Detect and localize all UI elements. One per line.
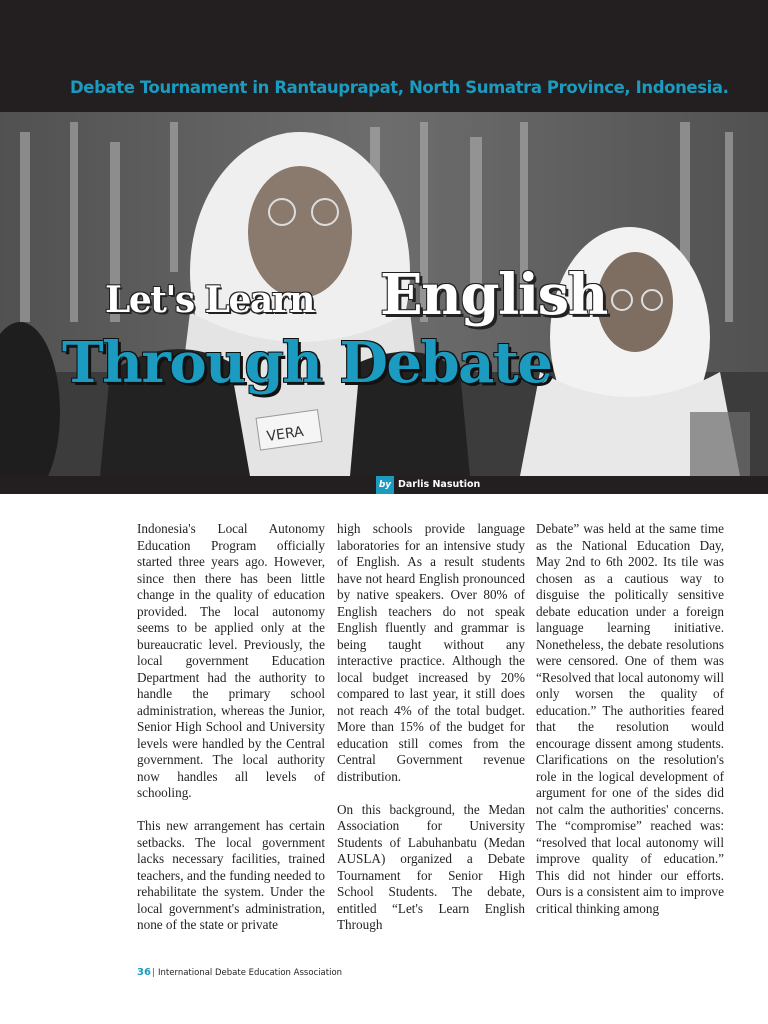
footer-divider: | <box>151 968 156 978</box>
paragraph: Indonesia's Local Autonomy Education Program officially started three years ago. However, since then there has been little change in the quality of education provided. The local autonomy seems to be applied only at the bureaucratic level. Previously, the local government Education Department had the authority to handle the primary school administration, whereas the Junior, Senior High School and University levels were handled by the Central government. The local authority now handles all levels of schooling. <box>137 521 325 800</box>
headline-lets-learn: Let's Learn <box>105 279 314 321</box>
headline-english: English <box>380 262 607 328</box>
paragraph: This new arrangement has certain setbacks. The local government lacks necessary facilities, trained teachers, and the funding needed to rehabilitate the system. Under the local government's administration, none of the state or private <box>137 818 325 932</box>
publication-name: International Debate Education Association <box>158 968 343 978</box>
headline-through-debate: Through Debate <box>62 330 552 396</box>
body-column-3 <box>536 521 724 934</box>
header-photo <box>0 112 768 476</box>
page-number: 36 <box>137 967 151 978</box>
name-tag: VERA <box>265 423 305 445</box>
paragraph: On this background, the Medan Association for University Students of Labuhanbatu (Medan AUSLA) organized a Debate Tournament for Senior High School Students. The debate, entitled “Let's Learn English Through <box>337 801 525 932</box>
byline-author: Darlis Nasution <box>398 479 481 490</box>
byline-by-tag: by <box>376 476 394 494</box>
article-kicker: Debate Tournament in Rantauprapat, North Sumatra Province, Indonesia. <box>70 78 729 97</box>
paragraph: high schools provide language laboratories for an intensive study of English. As a result students have not heard English pronounced by native speakers. Over 80% of English teachers do not speak English fluently and grammar is being taught without any interactive practice. Although the local budget increased by 20% compared to last year, it still does not reach 4% of the total budget. More than 15% of the budget for education still comes from the Central Government revenue distribution. <box>337 521 525 784</box>
page-footer <box>137 967 342 978</box>
paragraph: Debate” was held at the same time as the National Education Day, May 2nd to 6th 2002. Its tile was chosen as a cautious way to disguise the politically sensitive debate education under a foreign language learning initiative. Nonetheless, the debate resolutions were censored. One of them was “Resolved that local autonomy will only worsen the quality of education.” The authorities feared that the resolution would encourage dissent among students. Clarifications on the resolution's role in the logical development of argument for one of the sides did not calm the authorities' concerns. The “compromise” reached was: “resolved that local autonomy will improve quality of education.” This did not hinder our efforts. Ours is a consistent aim to improve critical thinking among <box>536 521 724 916</box>
body-column-1 <box>137 521 325 950</box>
body-column-2 <box>337 521 525 950</box>
